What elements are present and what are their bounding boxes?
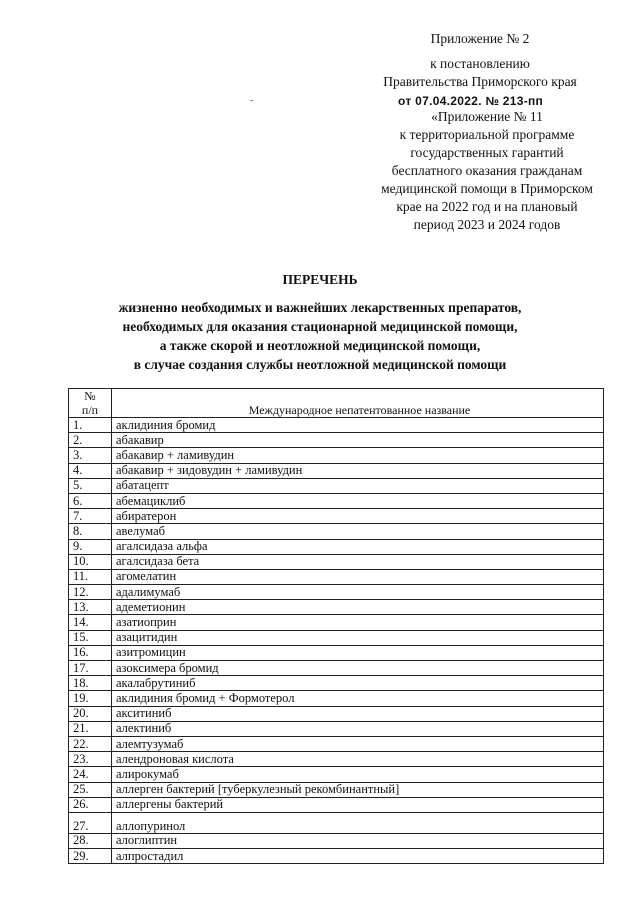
row-number: 9. <box>69 539 112 554</box>
row-number: 17. <box>69 661 112 676</box>
document-subtitle <box>60 298 580 374</box>
annex11-reference <box>367 108 607 234</box>
scan-speck <box>250 100 253 101</box>
drug-name: алектиниб <box>112 721 604 736</box>
row-number: 23. <box>69 752 112 767</box>
drug-name: аллергены бактерий <box>112 797 604 812</box>
row-number: 22. <box>69 736 112 751</box>
table-row <box>69 418 604 433</box>
drug-name: агомелатин <box>112 569 604 584</box>
drug-name: алпростадил <box>112 849 604 864</box>
table-row <box>69 706 604 721</box>
resolution-line: Правительства Приморского края <box>383 74 577 89</box>
table-row <box>69 448 604 463</box>
table-row <box>69 849 604 864</box>
drug-name: абиратерон <box>112 509 604 524</box>
row-number: 7. <box>69 509 112 524</box>
table-body <box>69 418 604 864</box>
row-number: 1. <box>69 418 112 433</box>
row-number: 13. <box>69 600 112 615</box>
table-row <box>69 782 604 797</box>
date-number-stamp: от 07.04.2022. № 213-пп <box>398 94 544 108</box>
drug-name: абемациклиб <box>112 493 604 508</box>
drug-name: абакавир + зидовудин + ламивудин <box>112 463 604 478</box>
drug-name: акситиниб <box>112 706 604 721</box>
row-number: 29. <box>69 849 112 864</box>
table-row <box>69 463 604 478</box>
table-row <box>69 569 604 584</box>
row-number: 3. <box>69 448 112 463</box>
row-number: 20. <box>69 706 112 721</box>
drug-name: азатиоприн <box>112 615 604 630</box>
drug-name: адеметионин <box>112 600 604 615</box>
row-number: 5. <box>69 478 112 493</box>
row-number: 11. <box>69 569 112 584</box>
annex11-line: крае на 2022 год и на плановый <box>396 199 578 214</box>
table-row <box>69 478 604 493</box>
drug-name: азацитидин <box>112 630 604 645</box>
annex11-line: государственных гарантий <box>410 145 564 160</box>
row-number: 10. <box>69 554 112 569</box>
drug-name: алендроновая кислота <box>112 752 604 767</box>
drug-name: адалимумаб <box>112 585 604 600</box>
row-number: 6. <box>69 493 112 508</box>
drug-name: абакавир + ламивудин <box>112 448 604 463</box>
subtitle-line: в случае создания службы неотложной медицинской помощи <box>133 357 507 372</box>
drug-name: агалсидаза бета <box>112 554 604 569</box>
table-row <box>69 600 604 615</box>
table-row <box>69 661 604 676</box>
subtitle-line: необходимых для оказания стационарной медицинской помощи, <box>122 319 518 334</box>
table-row <box>69 630 604 645</box>
row-number: 21. <box>69 721 112 736</box>
table-row <box>69 585 604 600</box>
subtitle-line: жизненно необходимых и важнейших лекарственных препаратов, <box>118 300 522 315</box>
drug-name: авелумаб <box>112 524 604 539</box>
table-row <box>69 752 604 767</box>
drug-name: азитромицин <box>112 645 604 660</box>
drug-name: акалабрутиниб <box>112 676 604 691</box>
drug-name: аллопуринол <box>112 812 604 833</box>
row-number: 4. <box>69 463 112 478</box>
table-row <box>69 509 604 524</box>
table-row <box>69 524 604 539</box>
table-row <box>69 645 604 660</box>
table-row <box>69 615 604 630</box>
table-row <box>69 721 604 736</box>
row-number: 8. <box>69 524 112 539</box>
row-number: 15. <box>69 630 112 645</box>
table-row <box>69 493 604 508</box>
row-number: 12. <box>69 585 112 600</box>
drug-list-table <box>68 388 604 864</box>
table-row <box>69 539 604 554</box>
table-row <box>69 797 604 812</box>
table-row <box>69 833 604 848</box>
drug-name: аклидиния бромид + Формотерол <box>112 691 604 706</box>
drug-name: азоксимера бромид <box>112 661 604 676</box>
drug-name: алирокумаб <box>112 767 604 782</box>
table-row <box>69 812 604 833</box>
drug-name: алемтузумаб <box>112 736 604 751</box>
annex11-line: бесплатного оказания гражданам <box>391 163 583 178</box>
document-title: ПЕРЕЧЕНЬ <box>282 272 358 287</box>
annex11-line: к территориальной программе <box>399 127 575 142</box>
annex11-line: период 2023 и 2024 годов <box>413 217 561 232</box>
drug-name: аллерген бактерий [туберкулезный рекомбинантный] <box>112 782 604 797</box>
row-number: 19. <box>69 691 112 706</box>
row-number: 28. <box>69 833 112 848</box>
table-header-row <box>69 389 604 418</box>
name-column-header: Международное непатентованное название <box>112 389 604 418</box>
annex11-line: «Приложение № 11 <box>431 109 543 124</box>
annex-number: Приложение № 2 <box>430 31 530 46</box>
drug-name: аклидиния бромид <box>112 418 604 433</box>
row-number: 24. <box>69 767 112 782</box>
row-number: 2. <box>69 433 112 448</box>
number-header-line: № <box>84 389 96 403</box>
drug-name: алоглиптин <box>112 833 604 848</box>
row-number: 16. <box>69 645 112 660</box>
row-number: 14. <box>69 615 112 630</box>
table-row <box>69 736 604 751</box>
resolution-line: к постановлению <box>430 56 530 71</box>
number-header-line: п/п <box>81 403 99 417</box>
drug-name: абатацепт <box>112 478 604 493</box>
table-row <box>69 767 604 782</box>
table-row <box>69 433 604 448</box>
row-number: 25. <box>69 782 112 797</box>
table-row <box>69 691 604 706</box>
annex11-line: медицинской помощи в Приморском <box>381 181 593 196</box>
row-number: 18. <box>69 676 112 691</box>
resolution-reference <box>355 55 605 91</box>
table-row <box>69 676 604 691</box>
drug-name: агалсидаза альфа <box>112 539 604 554</box>
row-number: 27. <box>69 812 112 833</box>
number-column-header <box>69 389 112 418</box>
subtitle-line: а также скорой и неотложной медицинской помощи, <box>159 338 481 353</box>
drug-name: абакавир <box>112 433 604 448</box>
row-number: 26. <box>69 797 112 812</box>
table-row <box>69 554 604 569</box>
